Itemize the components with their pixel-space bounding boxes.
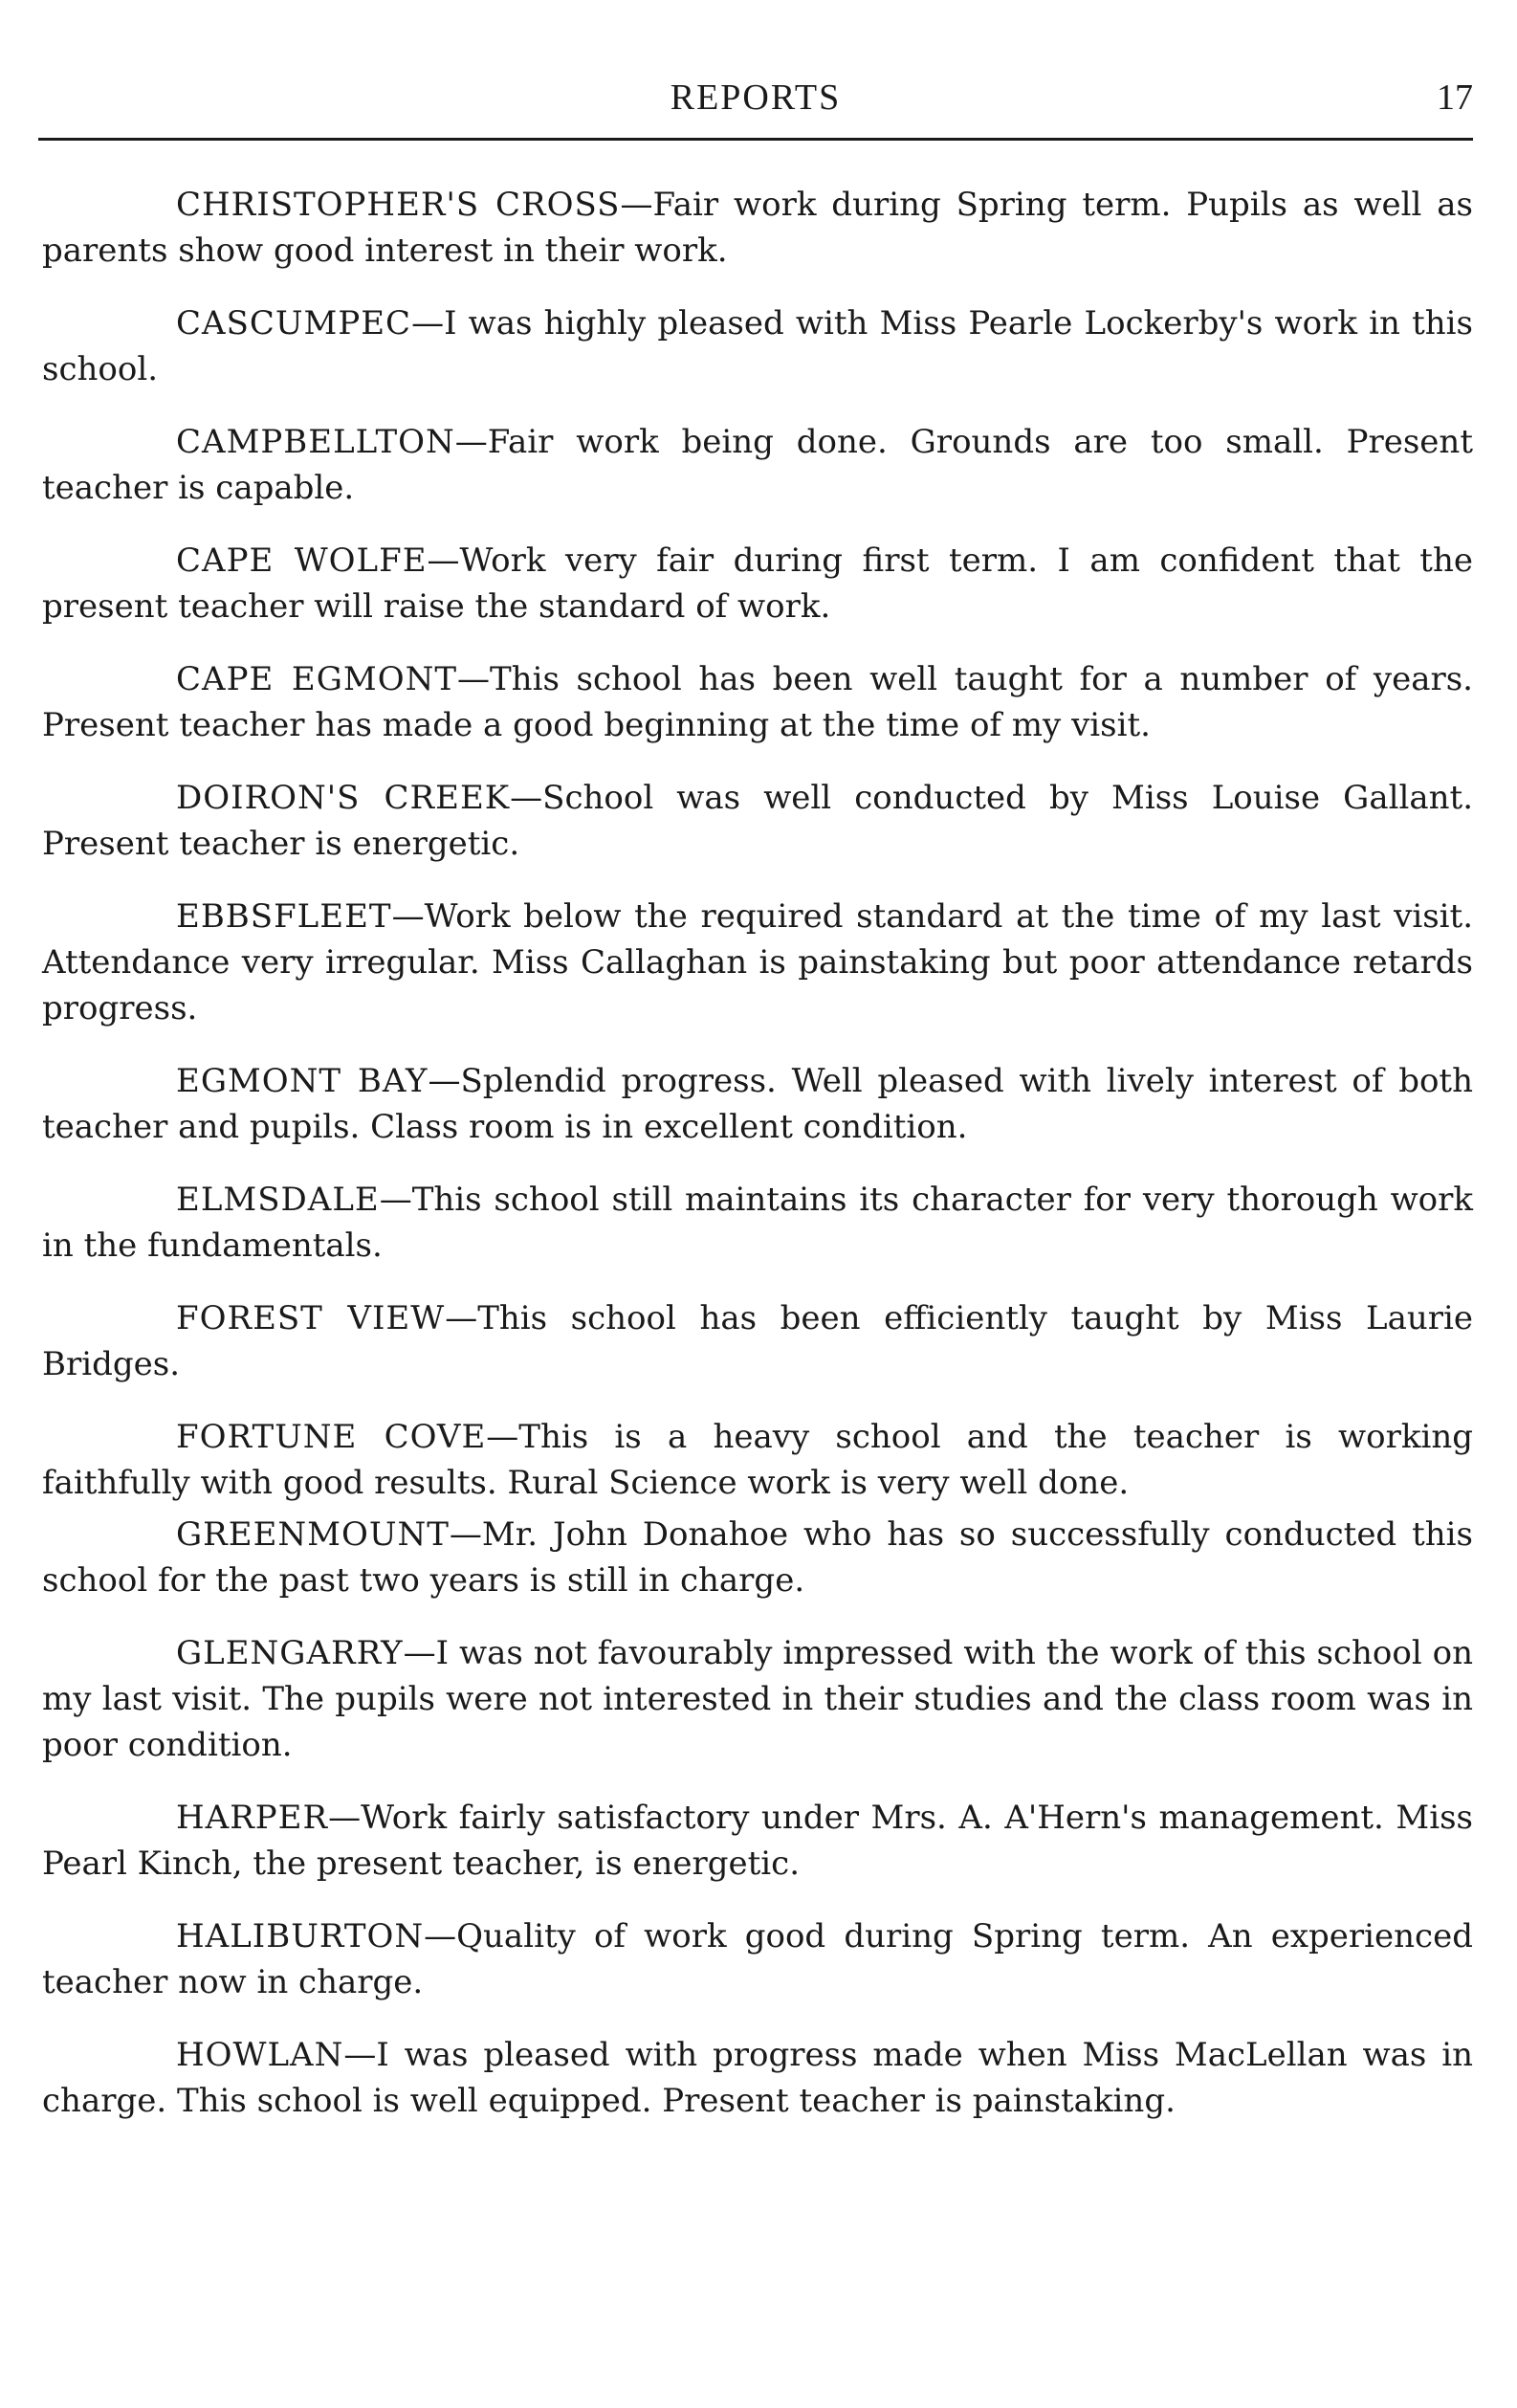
report-entry (42, 538, 1473, 630)
report-entry (42, 1295, 1473, 1387)
report-text: —Work very fair during first term. I am confident that the present teacher will raise the standard of work. (42, 541, 1473, 626)
running-header (38, 77, 1473, 134)
report-text: —Fair work during Spring term. Pupils as well as parents show good interest in their work. (42, 186, 1473, 270)
school-name: CHRISTOPHER'S CROSS (176, 186, 621, 224)
report-entry (42, 1913, 1473, 2005)
report-entry (42, 894, 1473, 1031)
report-text: —Work fairly satisfactory under Mrs. A. A'Hern's management. Miss Pearl Kinch, the present teacher, is energetic. (42, 1799, 1473, 1883)
report-entry (42, 1512, 1473, 1603)
school-name: FORTUNE COVE (176, 1418, 487, 1456)
report-entry (42, 1795, 1473, 1887)
report-text: —I was not favourably impressed with the work of this school on my last visit. The pupils were not interested in their studies and the class room was in poor condition. (42, 1634, 1473, 1764)
report-entry (42, 1058, 1473, 1150)
report-text: —Work below the required standard at the time of my last visit. Attendance very irregular. Miss Callaghan is painstaking but poor attendance retards progress. (42, 897, 1473, 1027)
school-name: GLENGARRY (176, 1634, 404, 1672)
report-entry (42, 1177, 1473, 1269)
school-name: FOREST VIEW (176, 1299, 446, 1337)
report-entry (42, 2032, 1473, 2124)
report-entry (42, 1414, 1473, 1506)
school-name: GREENMOUNT (176, 1515, 450, 1554)
header-rule (38, 138, 1473, 141)
report-text: —This school still maintains its character for very thorough work in the fundamentals. (42, 1181, 1473, 1265)
report-text: —Splendid progress. Well pleased with lively interest of both teacher and pupils. Class room is in excellent condition. (42, 1062, 1473, 1146)
school-name: HARPER (176, 1799, 329, 1837)
report-text: —School was well conducted by Miss Louise Gallant. Present teacher is energetic. (42, 779, 1474, 863)
report-text: —This school has been well taught for a number of years. Present teacher has made a good beginning at the time of my visit. (42, 660, 1473, 744)
report-text: —This is a heavy school and the teacher is working faithfully with good results. Rural Science work is very well done. (42, 1418, 1473, 1502)
school-name: HALIBURTON (176, 1917, 425, 1955)
school-name: HOWLAN (176, 2036, 344, 2074)
school-name: CAPE EGMONT (176, 660, 457, 698)
school-name: CAMPBELLTON (176, 423, 455, 461)
report-text: —Mr. John Donahoe who has so successfully conducted this school for the past two years is still in charge. (42, 1515, 1473, 1600)
report-entry (42, 775, 1473, 867)
report-entry (42, 656, 1473, 748)
school-name: DOIRON'S CREEK (176, 779, 511, 817)
report-entry (42, 300, 1473, 392)
report-text: —I was highly pleased with Miss Pearle Lockerby's work in this school. (42, 304, 1473, 388)
running-title: REPORTS (670, 77, 842, 118)
page-number: 17 (1437, 77, 1473, 118)
school-name: EBBSFLEET (176, 897, 392, 936)
school-name: CASCUMPEC (176, 304, 412, 342)
report-entry (42, 1630, 1473, 1768)
report-text: —Quality of work good during Spring term. An experienced teacher now in charge. (42, 1917, 1473, 2001)
school-name: EGMONT BAY (176, 1062, 429, 1100)
report-text: —Fair work being done. Grounds are too small. Present teacher is capable. (42, 423, 1473, 507)
report-text: —I was pleased with progress made when Miss MacLellan was in charge. This school is well equipped. Present teacher is painstaking. (42, 2036, 1473, 2120)
report-entries (42, 182, 1473, 2151)
school-name: ELMSDALE (176, 1181, 380, 1219)
school-name: CAPE WOLFE (176, 541, 428, 580)
report-entry (42, 182, 1473, 274)
report-text: —This school has been efficiently taught by Miss Laurie Bridges. (42, 1299, 1473, 1383)
report-entry (42, 419, 1473, 511)
